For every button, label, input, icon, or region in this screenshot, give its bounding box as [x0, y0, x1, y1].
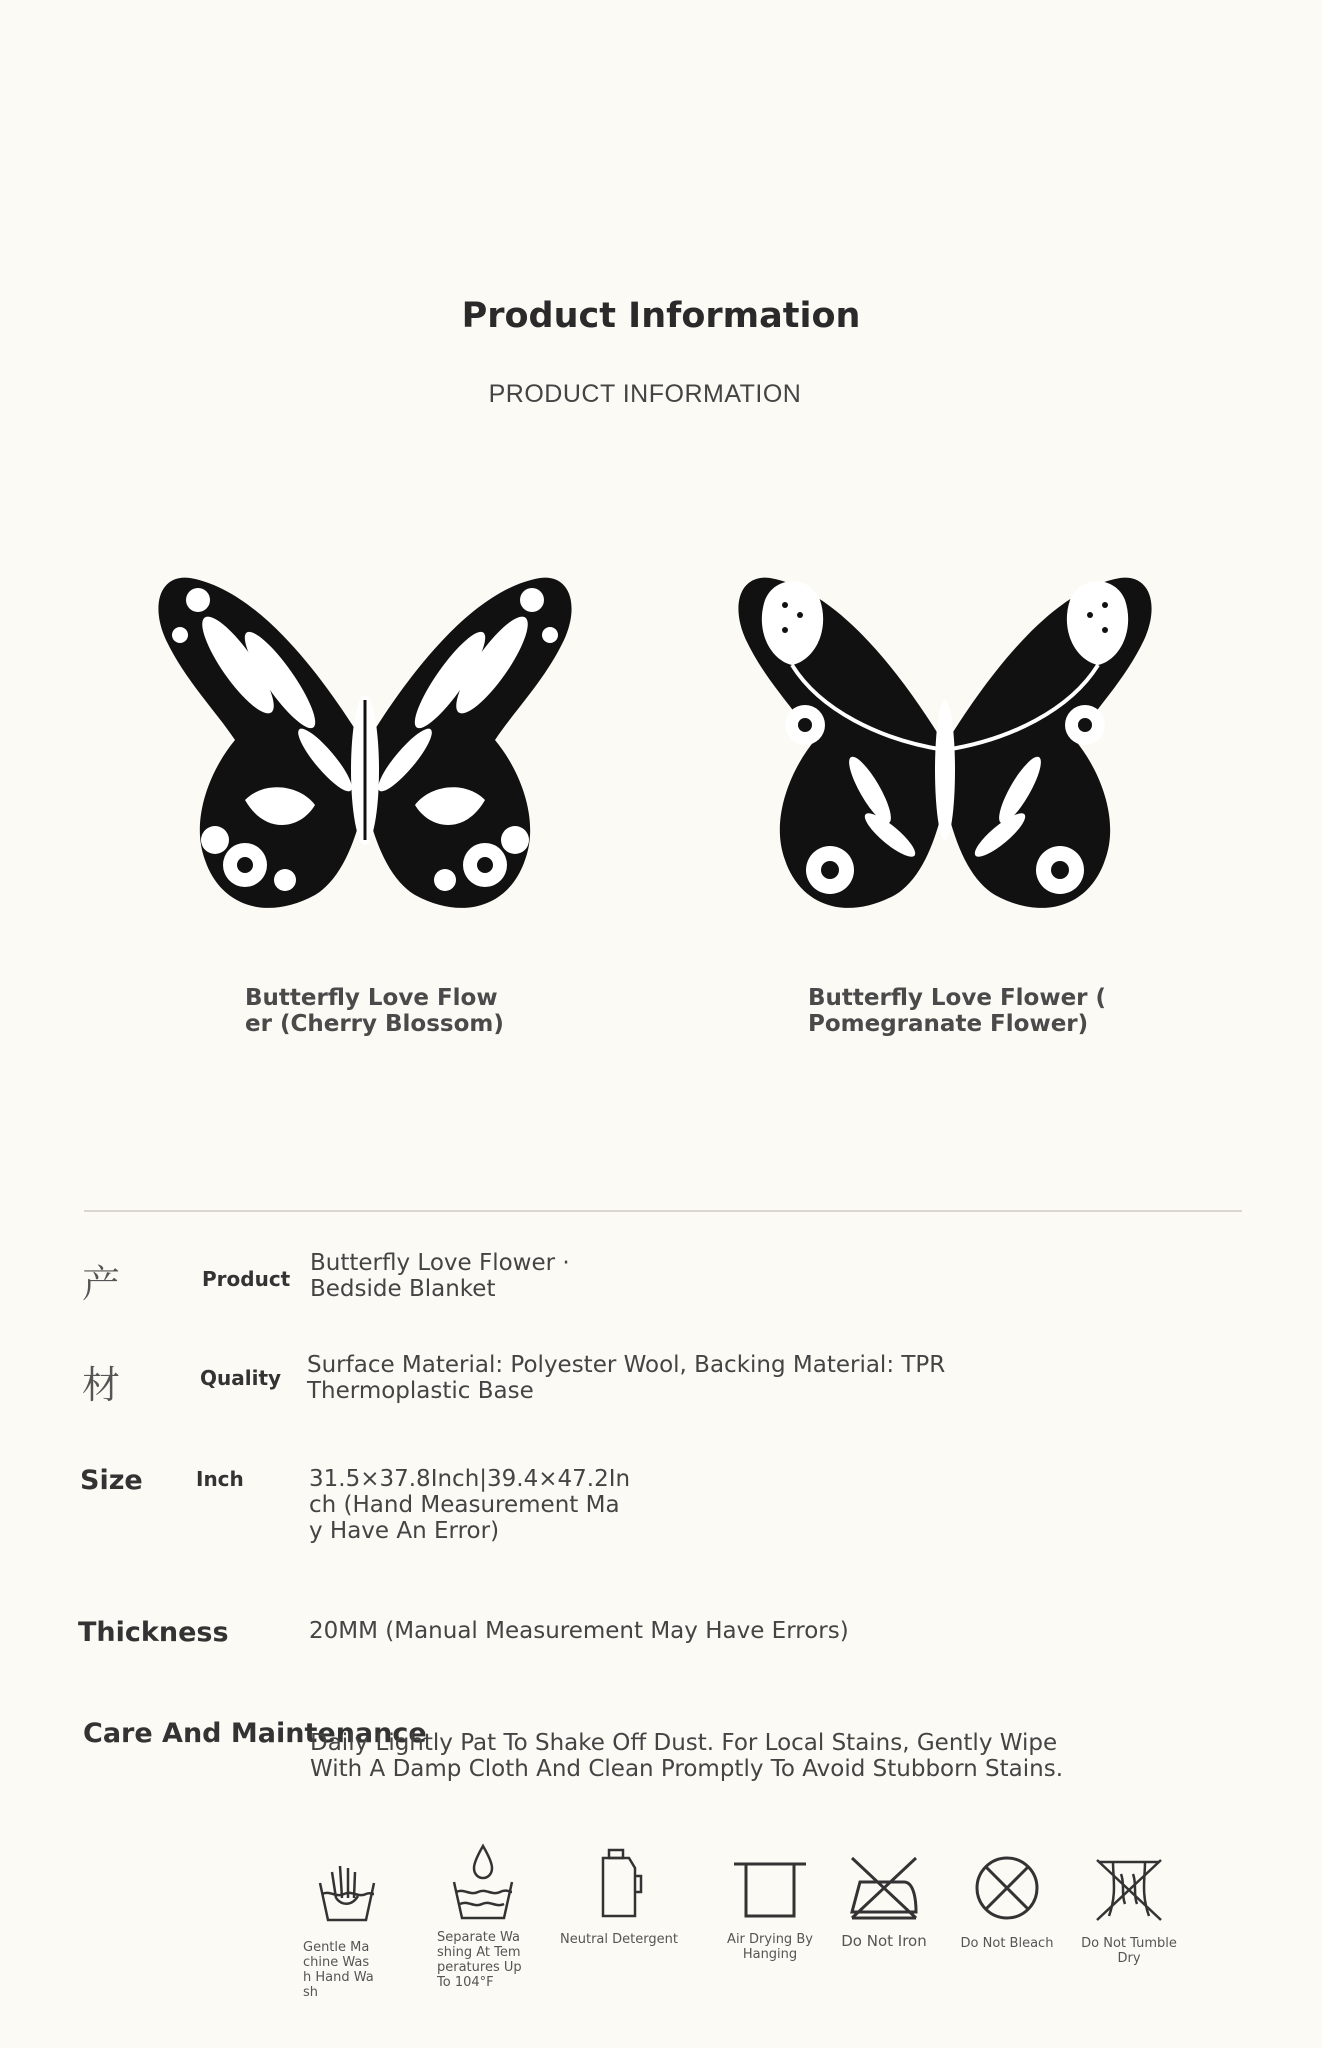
- product-value: [310, 1250, 570, 1302]
- care-label-line: peratures Up: [437, 1960, 522, 1975]
- care-label-line: Separate Wa: [437, 1930, 520, 1945]
- caption-line: er (Cherry Blossom): [245, 1011, 504, 1037]
- care-item-do-not-tumble-dry: [1069, 1854, 1189, 1966]
- caption-line: Pomegranate Flower): [808, 1011, 1089, 1037]
- care-title: Care And Maintenance: [83, 1718, 427, 1749]
- thickness-value: 20MM (Manual Measurement May Have Errors): [309, 1618, 849, 1644]
- size-title: Size: [80, 1465, 143, 1496]
- care-item-temperature-wash: [423, 1842, 543, 1990]
- value-line: Butterfly Love Flower ·: [310, 1250, 570, 1276]
- quality-value: [307, 1352, 945, 1404]
- section-divider: [84, 1210, 1242, 1212]
- butterfly-pomegranate-flower-image: [730, 560, 1160, 930]
- care-item-air-dry-hanging: [710, 1858, 830, 1962]
- quality-glyph: 材: [82, 1363, 121, 1407]
- page-subtitle: PRODUCT INFORMATION: [488, 380, 802, 408]
- care-value: [310, 1730, 1063, 1782]
- care-label-line: Do Not Bleach: [960, 1936, 1054, 1951]
- care-item-do-not-iron: [824, 1854, 944, 1949]
- care-label-line: Do Not Tumble Dry: [1081, 1936, 1177, 1966]
- care-item-neutral-detergent: [559, 1846, 679, 1947]
- page-title: Product Information: [461, 296, 861, 336]
- value-line: Bedside Blanket: [310, 1276, 496, 1302]
- no-tumble-dry-icon: [1089, 1854, 1169, 1924]
- product-label: Product: [202, 1267, 291, 1291]
- product-caption-pomegranate-flower: [808, 985, 1106, 1037]
- caption-line: Butterfly Love Flow: [245, 985, 498, 1011]
- care-label-line: Neutral Detergent: [560, 1932, 678, 1947]
- no-iron-icon: [846, 1854, 922, 1922]
- care-label-line: chine Was: [303, 1955, 370, 1970]
- detergent-bottle-icon: [589, 1846, 649, 1920]
- value-line: Thermoplastic Base: [307, 1378, 534, 1404]
- care-label-line: shing At Tem: [437, 1945, 521, 1960]
- value-line: Daily Lightly Pat To Shake Off Dust. For Local Stains, Gently Wipe: [310, 1730, 1058, 1756]
- hang-dry-icon: [730, 1858, 810, 1920]
- butterfly-cherry-blossom-image: [150, 560, 580, 930]
- value-line: y Have An Error): [309, 1518, 500, 1544]
- thickness-title: Thickness: [78, 1617, 229, 1648]
- value-line: 31.5×37.8Inch|39.4×47.2In: [309, 1466, 631, 1492]
- caption-line: Butterfly Love Flower (: [808, 985, 1107, 1011]
- care-label-line: h Hand Wa: [303, 1970, 374, 1985]
- care-label-line: sh: [303, 1985, 319, 2000]
- value-line: With A Damp Cloth And Clean Promptly To Avoid Stubborn Stains.: [310, 1756, 1064, 1782]
- size-unit-label: Inch: [196, 1467, 244, 1491]
- care-item-do-not-bleach: [947, 1852, 1067, 1951]
- product-caption-cherry-blossom: [245, 985, 504, 1037]
- care-label-line: Gentle Ma: [303, 1940, 370, 1955]
- care-label-line: To 104°F: [437, 1975, 494, 1990]
- product-glyph: 产: [82, 1262, 121, 1306]
- hand-wash-icon: [312, 1858, 382, 1928]
- temperature-wash-icon: [448, 1842, 518, 1922]
- size-value: [309, 1466, 630, 1544]
- care-item-hand-wash: [287, 1858, 407, 2000]
- care-label-line: Do Not Iron: [841, 1932, 927, 1950]
- value-line: ch (Hand Measurement Ma: [309, 1492, 620, 1518]
- care-label-line: Air Drying By Hanging: [727, 1932, 813, 1962]
- no-bleach-icon: [971, 1852, 1043, 1924]
- quality-label: Quality: [200, 1366, 282, 1390]
- value-line: Surface Material: Polyester Wool, Backing Material: TPR: [307, 1352, 946, 1378]
